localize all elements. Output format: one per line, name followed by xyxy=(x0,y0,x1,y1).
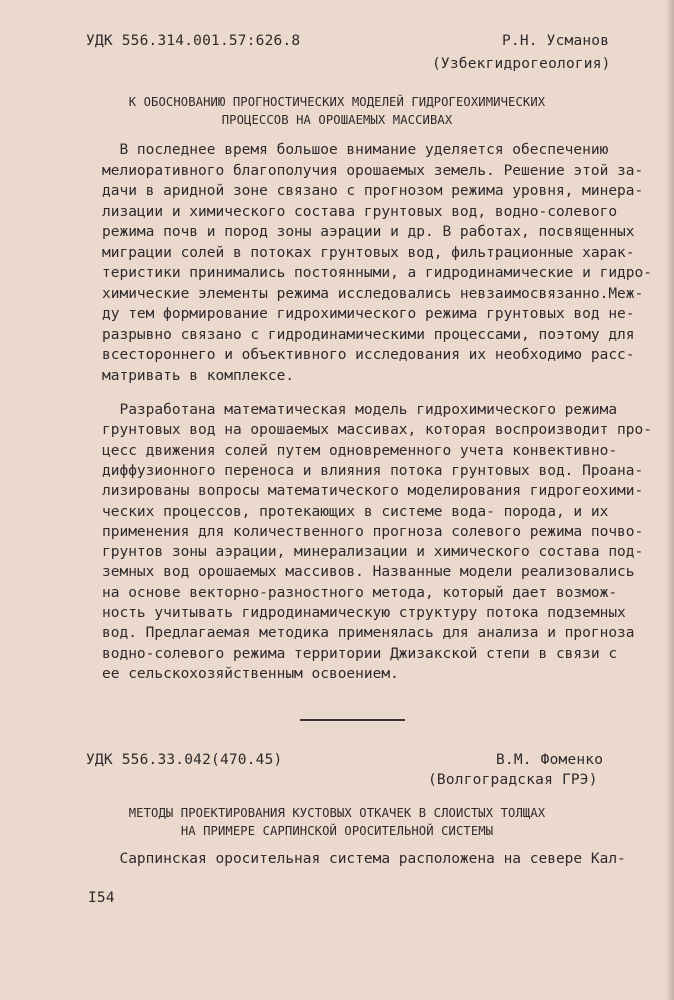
body-line: вод. Предлагаемая методика применялась для анализа и прогноза xyxy=(102,625,635,642)
article-title-1-line-1: К ОБОСНОВАНИЮ ПРОГНОСТИЧЕСКИХ МОДЕЛЕЙ ГИДРОГЕОХИМИЧЕСКИХ xyxy=(128,95,546,109)
body-line: разрывно связано с гидродинамическими процессами, поэтому для xyxy=(102,326,635,343)
article-2-first-line: Сарпинская оросительная система расположена на севере Кал- xyxy=(102,851,626,867)
body-line: диффузионного переноса и влияния потока грунтовых вод. Проана- xyxy=(102,462,644,479)
body-line: ческих процессов, протекающих в системе вода- порода, и их xyxy=(102,503,609,520)
body-line: матривать в комплексе. xyxy=(102,367,295,384)
body-line: земных вод орошаемых массивов. Названные модели реализовались xyxy=(102,564,635,581)
udc-code-2: УДК 556.33.042(470.45) xyxy=(86,752,283,768)
udc-code-1: УДК 556.314.001.57:626.8 xyxy=(86,33,301,49)
body-line: мелиоративного благополучия орошаемых земель. Решение этой за- xyxy=(102,162,644,179)
body-line: грунтовых вод на орошаемых массивах, которая воспроизводит про- xyxy=(102,422,652,439)
article-title-2-line-1: МЕТОДЫ ПРОЕКТИРОВАНИЯ КУСТОВЫХ ОТКАЧЕК В СЛОИСТЫХ ТОЛЩАХ xyxy=(128,806,546,820)
body-line: лизированы вопросы математического моделирования гидрогеохими- xyxy=(102,483,644,500)
author-1: Р.Н. Усманов xyxy=(502,33,610,49)
affiliation-2: (Волгоградская ГРЭ) xyxy=(428,772,598,788)
body-line: грунтов зоны аэрации, минерализации и химического состава под- xyxy=(102,544,644,561)
body-line: В последнее время большое внимание уделяется обеспечению xyxy=(102,142,609,158)
body-line: Разработана математическая модель гидрохимического режима xyxy=(102,402,618,418)
body-line: на основе векторно-разностного метода, который дает возмож- xyxy=(102,584,618,601)
article-title-2-line-2: НА ПРИМЕРЕ САРПИНСКОЙ ОРОСИТЕЛЬНОЙ СИСТЕМЫ xyxy=(180,824,494,838)
body-line: ее сельскохозяйственным освоением. xyxy=(102,665,399,682)
body-line: миграции солей в потоках грунтовых вод, фильтрационные харак- xyxy=(102,244,635,261)
section-divider xyxy=(300,719,405,721)
body-line: химические элементы режима исследовались невзаимосвязанно.Меж- xyxy=(102,285,644,302)
body-line: цесс движения солей путем одновременного учета конвективно- xyxy=(102,442,618,459)
body-line: всестороннего и объективного исследования их необходимо расс- xyxy=(102,347,635,363)
author-2: В.М. Фоменко xyxy=(496,752,604,768)
body-line: применения для количественного прогноза солевого режима почво- xyxy=(102,523,644,540)
body-line: ду тем формирование гидрохимического режима грунтовых вод не- xyxy=(102,306,635,322)
body-line: режима почв и пород зоны аэрации и др. В работах, посвященных xyxy=(102,224,635,240)
body-line: лизации и химического состава грунтовых вод, водно-солевого xyxy=(102,203,618,220)
article-title-1-line-2: ПРОЦЕССОВ НА ОРОШАЕМЫХ МАССИВАХ xyxy=(221,113,453,127)
affiliation-1: (Узбекгидрогеология) xyxy=(432,56,611,72)
body-line: водно-солевого режима территории Джизакской степи в связи с xyxy=(102,645,618,662)
body-line: теристики принимались постоянными, а гидродинамические и гидро- xyxy=(102,265,652,281)
page-number: I54 xyxy=(88,890,115,906)
body-line: ность учитывать гидродинамическую структуру потока подземных xyxy=(102,605,626,621)
page-edge-shadow xyxy=(666,0,674,1000)
body-line: дачи в аридной зоне связано с прогнозом режима уровня, минера- xyxy=(102,183,644,199)
